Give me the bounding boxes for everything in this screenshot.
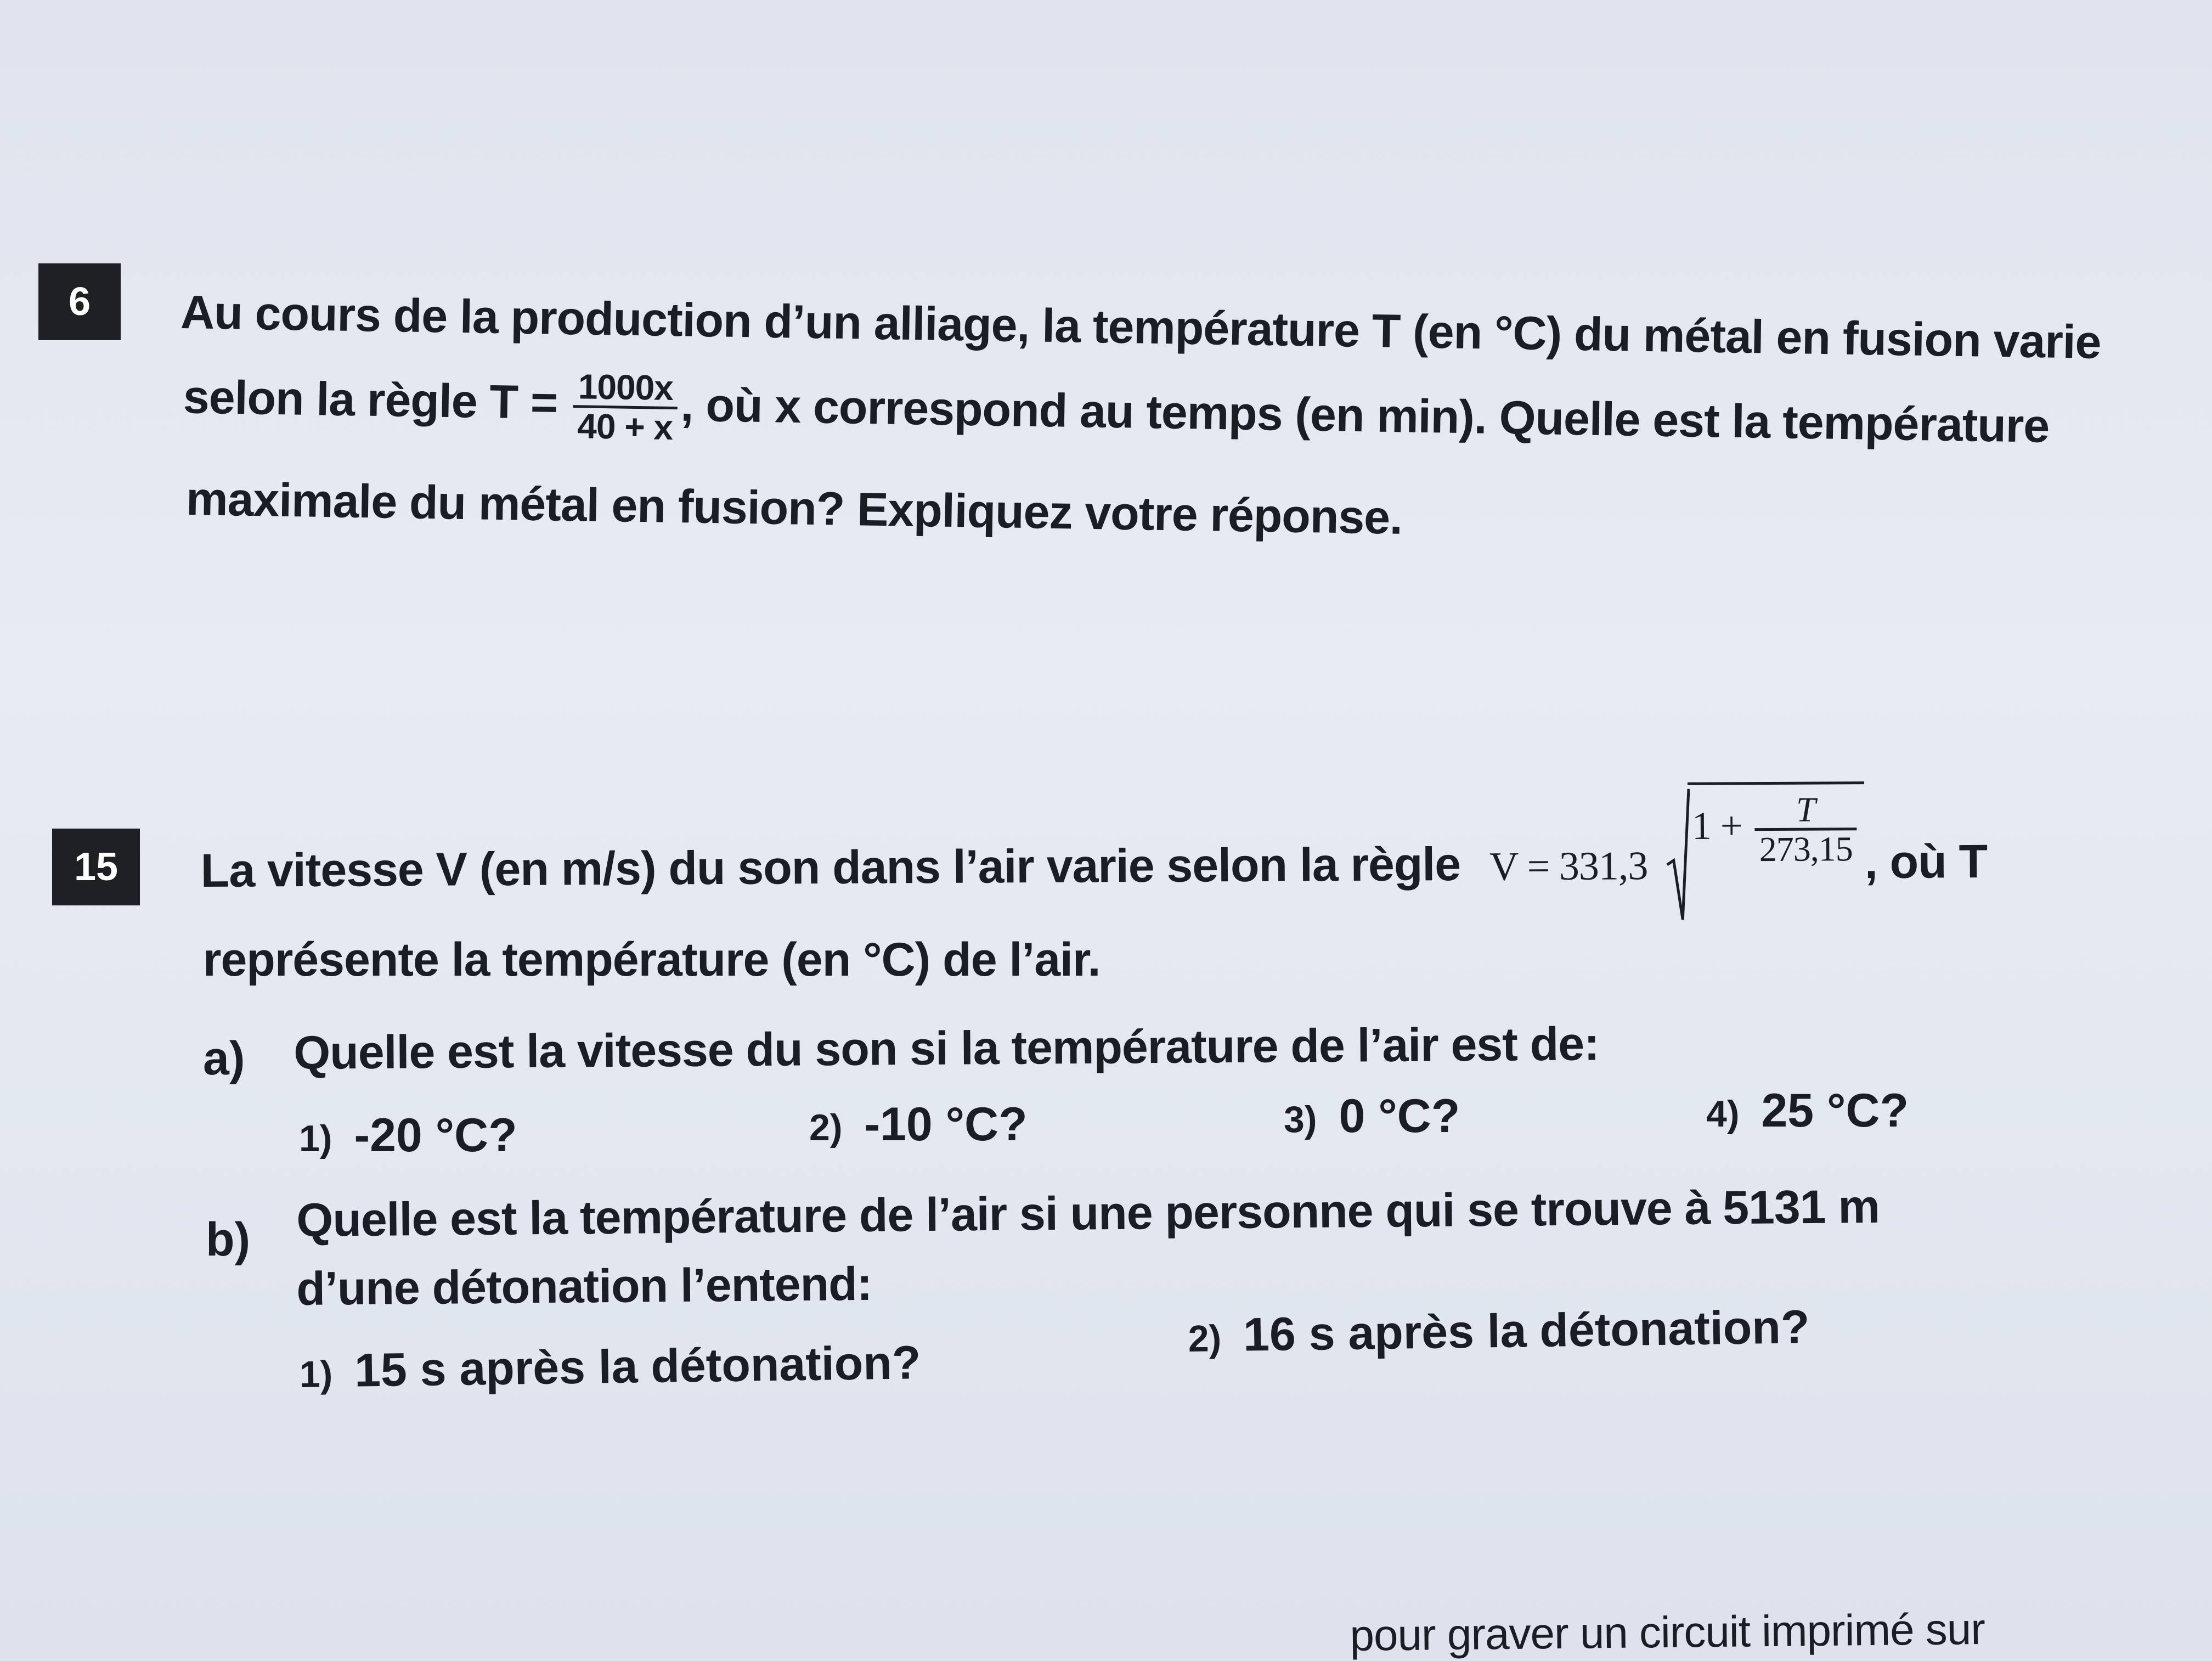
part-a-label: a)	[203, 1032, 245, 1085]
fraction-denominator: 40 + x	[577, 406, 673, 448]
problem-6-rule-prefix: selon la règle T =	[183, 370, 558, 430]
choice-index: 2)	[809, 1107, 843, 1148]
choice-text: 0 °C?	[1339, 1090, 1460, 1142]
problem-15-formula-lhs: V = 331,3	[1489, 843, 1648, 889]
part-b-question-line-1: Quelle est la température de l’air si une personne qui se trouve à 5131 m	[296, 1180, 1880, 1247]
choice-index: 1)	[299, 1118, 332, 1159]
choice-index: 1)	[299, 1353, 333, 1395]
part-a-choice-2	[809, 1097, 1028, 1152]
part-a-choice-3	[1284, 1089, 1460, 1144]
sqrt-fraction	[1754, 791, 1857, 868]
problem-6-line-3: maximale du métal en fusion? Expliquez votre réponse.	[185, 472, 1403, 544]
choice-index: 3)	[1284, 1099, 1317, 1140]
problem-6-line-1: Au cours de la production d’un alliage, la température T (en °C) du métal en fusion varie	[180, 285, 2102, 369]
choice-index: 2)	[1188, 1317, 1222, 1360]
problem-15-line-1	[200, 781, 1988, 897]
problem-15-line-2: représente la température (en °C) de l’air.	[203, 933, 1101, 986]
choice-text: -10 °C?	[864, 1098, 1028, 1151]
choice-index: 4)	[1706, 1093, 1740, 1135]
choice-text: 15 s après la détonation?	[354, 1336, 922, 1397]
part-b-question-line-2: d’une détonation l’entend:	[296, 1257, 872, 1315]
problem-15-number: 15	[52, 829, 140, 905]
sqrt-radical-icon	[1665, 782, 1690, 925]
part-b-label: b)	[206, 1213, 251, 1266]
problem-6-line-2	[183, 362, 2050, 468]
part-a-question: Quelle est la vitesse du son si la température de l’air est de:	[294, 1017, 1600, 1079]
part-a-choice-4	[1706, 1084, 1909, 1138]
part-a-choice-1	[299, 1108, 517, 1163]
sqrt-one-plus: 1 +	[1691, 803, 1742, 848]
choice-text: 16 s après la détonation?	[1243, 1300, 1810, 1361]
fraction-numerator: 1000x	[573, 368, 678, 409]
footer-partial-text: pour graver un circuit imprimé sur	[1350, 1604, 1985, 1660]
problem-6-rule-suffix: , où x correspond au temps (en min). Quelle est la température	[680, 378, 2050, 453]
show-through-text	[823, 554, 836, 609]
choice-text: 25 °C?	[1761, 1084, 1909, 1137]
part-b-choice-2	[1188, 1300, 1810, 1363]
sqrt-fraction-numerator: T	[1754, 791, 1857, 831]
problem-6-fraction	[573, 368, 678, 446]
sqrt-fraction-denominator: 273,15	[1759, 829, 1853, 869]
problem-15-intro: La vitesse V (en m/s) du son dans l’air varie selon la règle	[200, 837, 1461, 897]
problem-15-sqrt	[1665, 781, 1864, 868]
problem-15-intro-suffix: , où T	[1864, 835, 1988, 889]
choice-text: -20 °C?	[354, 1109, 517, 1162]
part-b-choice-1	[299, 1336, 921, 1399]
problem-6-number: 6	[38, 263, 121, 340]
